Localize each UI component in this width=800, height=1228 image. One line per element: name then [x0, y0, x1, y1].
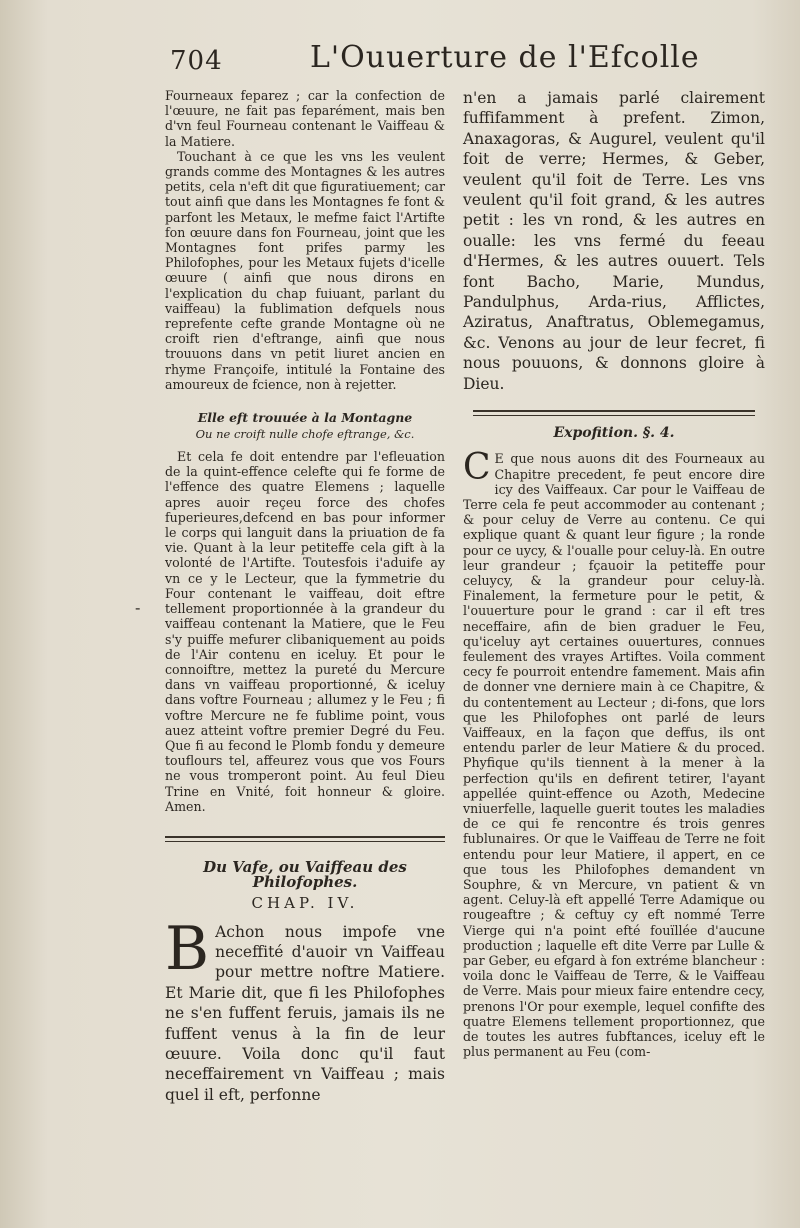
continuation-text: n'en a jamais parlé clairement fuffifamment à prefent. Zimon, Anaxagoras, & Augurel, veulent qu'il foit de verre; Hermes, & Geber, veulent qu'il foit de Terre. Les vns veulent qu'il foit grand, & les autres petit : les vn rond, & les autres en oualle: les vns fermé du feeau d'Hermes, & les autres ouuert. Tels font Bacho, Marie, Mundus, Pandulphus, Arda-rius, Afflictes, Aziratus, Anaftratus, Oblemegamus, &c. Venons au jour de leur fecret, fi nous pouuons, & donnons gloire à Dieu.: [463, 89, 765, 393]
paragraph-quint-essence: Et cela fe doit entendre par l'efleuation de la quint-effence celefte qui fe forme de l'effence des quatre Elemens ; laquelle apres auoir reçeu force des chofes fuperieures,defcend en bas pour informer le corps qui languit dans la priuation de fa vie. Quant à la leur petiteffe cela gift à la volonté de l'Artifte. Toutesfois i'aduife ay vn ce y le Lecteur, que la fymmetrie du Four contenant le vaiffeau, doit eftre tellement proportionnée à la grandeur du vaiffeau contenant la Matiere, que le Feu s'y puiffe mefurer clibaniquement au poids de l'Air contenu en iceluy. Et pour le connoiftre, mettez la pureté du Mercure dans vn vaiffeau proportionné, & iceluy dans voftre Fourneau ; allumez y le Feu ; fi voftre Mercure ne fe fublime point, vous auez atteint voftre premier Degré du Feu. Que fi au fecond le Plomb fondu y demeure touflours tel, affeurez vous que vos Fours ne vous tromperont point. Au feul Dieu Trine en Vnité, foit honneur & gloire. Amen.: [165, 449, 445, 814]
exposition-paragraph: E que nous auons dit des Fourneaux au Chapitre precedent, fe peut encore dire icy des Vaiffeaux. Car pour le Vaiffeau de Terre cela fe peut accommoder au contenant ; & pour celuy de Verre au contenu. Ce qui explique quant & quant leur figure ; la ronde pour ce uycy, & l'oualle pour celuy-là. En outre leur grandeur ; fçauoir la petiteffe pour celuycy, & la grandeur pour celuy-là. Finalement, la fermeture pour le petit, & l'ouuerture pour le grand : car il eft tres neceffaire, afin de bien graduer le Feu, qu'iceluy ayt certaines ouuertures, connues feulement des vrayes Artiftes. Voila comment cecy fe pourroit entendre famement. Mais afin de donner vne derniere main à ce Chapitre, & du contentement au Lecteur ; di-fons, que lors que les Philofophes ont parlé de leurs Vaiffeaux, en la façon que deffus, ils ont entendu parler de leur Matiere & du proced. Phyfique qu'ils tiennent à la mener à la perfection qu'ils en defirent tetirer, l'ayant appellée quint-effence ou Azoth, Medecine vniuerfelle, laquelle guerit toutes les maladies de ce qui fe rencontre és trois genres fublunaires. Or que le Vaiffeau de Terre ne foit entendu pour leur Matiere, il appert, en ce que tous les Philofophes demandent vn Souphre, & vn Mercure, vn patient & vn agent. Celuy-là eft appellé Terre Adamique ou rougeaftre ; & ceftuy cy eft nommé Terre Vierge qui n'a point efté fouïllée d'aucune production ; laquelle eft dite Verre par Lulle & par Geber, eu efgard à fon extréme blancheur : voila donc le Vaiffeau de Terre, & le Vaiffeau de Verre. Mais pour mieux faire entendre cecy, prenons l'Or pour exemple, lequel confifte des quatre Elemens tellement proportionnez, que de toutes les autres fubftances, iceluy eft le plus permanent au Feu (com-: [463, 451, 765, 1060]
paragraph-montagnes: Touchant à ce que les vns les veulent grands comme des Montagnes & les autres petits, cela n'eft dit que figuratiuement; car tout ainfi que dans les Montagnes fe font & parfont les Metaux, le mefme faict l'Artifte fon œuure dans fon Fourneau, joint que les Montagnes font prifes parmy les Philofophes, pour les Metaux fujets d'icelle œuure ( ainfi que nous dirons en l'explication du chap fuiuant, parlant du vaiffeau) la fublimation defquels nous reprefente cefte grande Montagne où ne croift rien d'eftrange, ainfi que nous trouuons dans vn petit liuret ancien en rhyme Françoife, intitulé la Fontaine des amoureux de fcience, non à rejetter.: [165, 148, 445, 392]
chapter-paragraph: Achon nous impofe vne neceffité d'auoir vn Vaiffeau pour mettre noftre Matiere. Et Marie dit, que fi les Philofophes ne s'en fuffent feruis, jamais ils ne fuffent venus à la fin de leur œuure. Voila donc qu'il faut neceffairement vn Vaiffeau ; mais quel il eft, perfonne: [165, 922, 445, 1104]
section-divider: [165, 836, 445, 842]
exposition-divider: [473, 410, 755, 416]
running-title: L'Ouuerture de l'Efcolle: [310, 40, 700, 75]
left-column: [165, 88, 445, 1105]
chapter-opening: [165, 913, 445, 1106]
exposition-title: Expofition. §. 4.: [553, 425, 675, 442]
verse-line-1: Elle eft trouuée à la Montagne: [197, 410, 413, 426]
paragraph-fourneaux: Fourneaux feparez ; car la confection de l'œuure, ne fait pas feparément, mais ben d'vn feul Fourneau contenant le Vaiffeau & la Matiere.: [165, 88, 445, 149]
chapter-title: CHAP. IV.: [251, 894, 359, 913]
exposition-body: [463, 447, 765, 1060]
right-column: [463, 88, 765, 1059]
drop-cap-b: B: [165, 913, 210, 984]
page-number: 704: [170, 46, 223, 76]
verse-line-2: Ou ne croift nulle chofe eftrange, &c.: [195, 427, 415, 442]
drop-cap-c: C: [463, 447, 491, 489]
margin-mark: -: [135, 598, 141, 617]
page-header: [150, 40, 770, 82]
section-title: Du Vafe, ou Vaiffeau des Philofophes.: [203, 857, 407, 892]
